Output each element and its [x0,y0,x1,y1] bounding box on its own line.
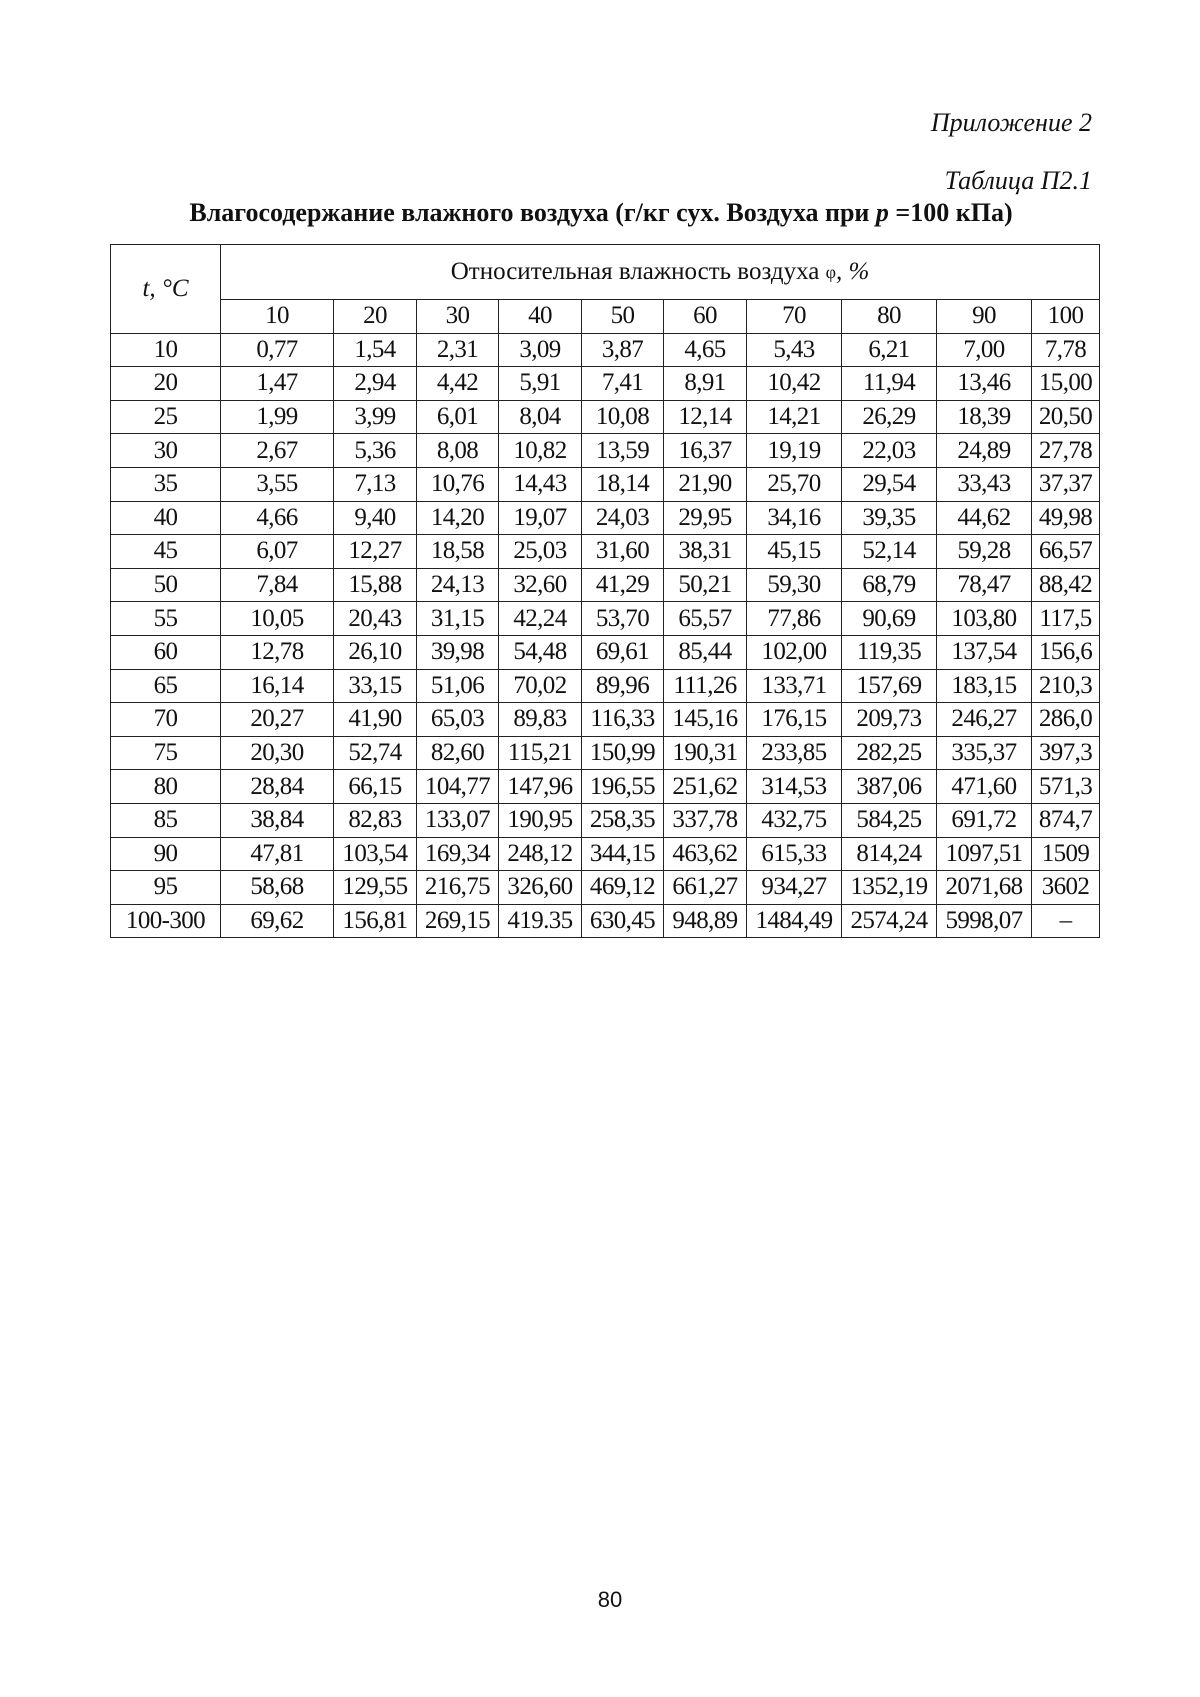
table-label: Таблица П2.1 [944,166,1092,195]
column-header: 90 [937,300,1032,334]
page-number: 80 [597,1587,623,1612]
value-cell: 2,31 [417,333,499,367]
table-row [111,434,1100,468]
table-row [111,367,1100,401]
value-cell: 471,60 [937,770,1032,804]
value-cell: 2574,24 [842,904,937,938]
value-cell: 25,03 [499,535,582,569]
value-cell: 59,28 [937,535,1032,569]
table-row [111,770,1100,804]
appendix-label: Приложение 2 [930,108,1092,137]
value-cell: 20,50 [1032,400,1100,434]
value-cell: 66,57 [1032,535,1100,569]
value-cell: 7,78 [1032,333,1100,367]
value-cell: 196,55 [582,770,664,804]
value-cell: 248,12 [499,837,582,871]
value-cell: 934,27 [747,871,842,905]
value-cell: 24,03 [582,501,664,535]
table-row [111,904,1100,938]
value-cell: 3,99 [334,400,417,434]
value-cell: 5,91 [499,367,582,401]
value-cell: 190,31 [664,736,747,770]
value-cell: 12,27 [334,535,417,569]
value-cell: 78,47 [937,568,1032,602]
value-cell: 8,91 [664,367,747,401]
value-cell: 39,35 [842,501,937,535]
value-cell: 15,00 [1032,367,1100,401]
table-row [111,602,1100,636]
value-cell: 615,33 [747,837,842,871]
value-cell: 169,34 [417,837,499,871]
temperature-cell: 30 [111,434,221,468]
value-cell: 397,3 [1032,736,1100,770]
value-cell: 45,15 [747,535,842,569]
value-cell: 88,42 [1032,568,1100,602]
column-header-row [111,300,1100,334]
temperature-header: t, °C [111,245,221,334]
value-cell: 47,81 [221,837,334,871]
value-cell: 5,43 [747,333,842,367]
value-cell: 12,78 [221,635,334,669]
value-cell: 11,94 [842,367,937,401]
value-cell: 89,83 [499,703,582,737]
value-cell: 90,69 [842,602,937,636]
value-cell: 286,0 [1032,703,1100,737]
value-cell: 65,57 [664,602,747,636]
value-cell: 33,43 [937,467,1032,501]
value-cell: 10,42 [747,367,842,401]
value-cell: 25,70 [747,467,842,501]
value-cell: 111,26 [664,669,747,703]
value-cell: 4,42 [417,367,499,401]
humidity-header-text: Относительная влажность воздуха [450,258,826,285]
value-cell: 571,3 [1032,770,1100,804]
value-cell: 18,14 [582,467,664,501]
temperature-cell: 25 [111,400,221,434]
value-cell: 156,6 [1032,635,1100,669]
value-cell: 1,47 [221,367,334,401]
value-cell: 82,60 [417,736,499,770]
value-cell: 190,95 [499,803,582,837]
table-row [111,501,1100,535]
value-cell: 19,07 [499,501,582,535]
value-cell: 14,43 [499,467,582,501]
value-cell: 16,14 [221,669,334,703]
column-header: 30 [417,300,499,334]
value-cell: 26,10 [334,635,417,669]
value-cell: 7,13 [334,467,417,501]
value-cell: 129,55 [334,871,417,905]
value-cell: 150,99 [582,736,664,770]
value-cell: 44,62 [937,501,1032,535]
value-cell: 28,84 [221,770,334,804]
value-cell: 18,58 [417,535,499,569]
value-cell: 27,78 [1032,434,1100,468]
value-cell: 68,79 [842,568,937,602]
value-cell: 29,54 [842,467,937,501]
value-cell: 59,30 [747,568,842,602]
value-cell: 50,21 [664,568,747,602]
table-row [111,871,1100,905]
table-row [111,669,1100,703]
column-header: 40 [499,300,582,334]
value-cell: 145,16 [664,703,747,737]
value-cell: 7,84 [221,568,334,602]
column-header: 20 [334,300,417,334]
temperature-cell: 40 [111,501,221,535]
value-cell: 209,73 [842,703,937,737]
value-cell: 419.35 [499,904,582,938]
value-cell: 216,75 [417,871,499,905]
temperature-cell: 90 [111,837,221,871]
table-body [111,333,1100,938]
table-row [111,803,1100,837]
value-cell: 10,82 [499,434,582,468]
table-row [111,333,1100,367]
value-cell: 69,61 [582,635,664,669]
value-cell: 24,89 [937,434,1032,468]
value-cell: 26,29 [842,400,937,434]
value-cell: 15,88 [334,568,417,602]
value-cell: 156,81 [334,904,417,938]
value-cell: 948,89 [664,904,747,938]
value-cell: 10,76 [417,467,499,501]
value-cell: 42,24 [499,602,582,636]
group-header-row [111,245,1100,300]
temperature-cell: 100-300 [111,904,221,938]
table-row [111,736,1100,770]
table-title [110,198,1092,228]
value-cell: 630,45 [582,904,664,938]
value-cell: 19,19 [747,434,842,468]
value-cell: 7,41 [582,367,664,401]
value-cell: 33,15 [334,669,417,703]
value-cell: 16,37 [664,434,747,468]
temperature-cell: 85 [111,803,221,837]
value-cell: 29,95 [664,501,747,535]
title-pressure-symbol: p [875,198,889,227]
value-cell: 314,53 [747,770,842,804]
column-header: 10 [221,300,334,334]
value-cell: 3,87 [582,333,664,367]
value-cell: 12,14 [664,400,747,434]
value-cell: 469,12 [582,871,664,905]
value-cell: 584,25 [842,803,937,837]
value-cell: 387,06 [842,770,937,804]
value-cell: 5998,07 [937,904,1032,938]
value-cell: 8,04 [499,400,582,434]
column-header: 70 [747,300,842,334]
value-cell: 874,7 [1032,803,1100,837]
temperature-cell: 65 [111,669,221,703]
value-cell: 6,21 [842,333,937,367]
value-cell: 0,77 [221,333,334,367]
temperature-cell: 55 [111,602,221,636]
value-cell: 5,36 [334,434,417,468]
phi-symbol: φ [825,262,836,282]
humidity-unit: , % [836,258,870,285]
table-row [111,837,1100,871]
title-main: Влагосодержание влажного воздуха (г/кг сух. Воздуха при [189,198,876,227]
humidity-group-header [221,245,1100,300]
value-cell: 41,29 [582,568,664,602]
value-cell: 2,67 [221,434,334,468]
value-cell: 258,35 [582,803,664,837]
value-cell: 463,62 [664,837,747,871]
value-cell: 37,37 [1032,467,1100,501]
temperature-cell: 75 [111,736,221,770]
value-cell: 69,62 [221,904,334,938]
value-cell: 54,48 [499,635,582,669]
value-cell: 52,74 [334,736,417,770]
value-cell: 133,71 [747,669,842,703]
value-cell: 58,68 [221,871,334,905]
value-cell: 183,15 [937,669,1032,703]
temperature-cell: 45 [111,535,221,569]
value-cell: 137,54 [937,635,1032,669]
value-cell: 176,15 [747,703,842,737]
value-cell: 13,46 [937,367,1032,401]
value-cell: 4,66 [221,501,334,535]
value-cell: 2071,68 [937,871,1032,905]
value-cell: 2,94 [334,367,417,401]
value-cell: 10,08 [582,400,664,434]
value-cell: 1,54 [334,333,417,367]
value-cell: 103,54 [334,837,417,871]
value-cell: 7,00 [937,333,1032,367]
value-cell: 133,07 [417,803,499,837]
value-cell: 20,27 [221,703,334,737]
value-cell: 326,60 [499,871,582,905]
value-cell: 34,16 [747,501,842,535]
value-cell: 65,03 [417,703,499,737]
value-cell: 337,78 [664,803,747,837]
value-cell: 344,15 [582,837,664,871]
temperature-cell: 70 [111,703,221,737]
value-cell: 233,85 [747,736,842,770]
value-cell: 814,24 [842,837,937,871]
value-cell: 1352,19 [842,871,937,905]
value-cell: 251,62 [664,770,747,804]
value-cell: 210,3 [1032,669,1100,703]
value-cell: 147,96 [499,770,582,804]
temperature-cell: 60 [111,635,221,669]
value-cell: 6,01 [417,400,499,434]
value-cell: 18,39 [937,400,1032,434]
value-cell: 1484,49 [747,904,842,938]
temperature-cell: 95 [111,871,221,905]
value-cell: 116,33 [582,703,664,737]
value-cell: 691,72 [937,803,1032,837]
table-row [111,535,1100,569]
value-cell: 52,14 [842,535,937,569]
table-row [111,400,1100,434]
temperature-cell: 35 [111,467,221,501]
value-cell: 3,09 [499,333,582,367]
value-cell: 3602 [1032,871,1100,905]
temperature-cell: 80 [111,770,221,804]
value-cell: 117,5 [1032,602,1100,636]
value-cell: 157,69 [842,669,937,703]
value-cell: 51,06 [417,669,499,703]
table-row [111,568,1100,602]
table-row [111,703,1100,737]
value-cell: 1097,51 [937,837,1032,871]
value-cell: 335,37 [937,736,1032,770]
value-cell: 9,40 [334,501,417,535]
value-cell: 49,98 [1032,501,1100,535]
value-cell: 3,55 [221,467,334,501]
value-cell: 13,59 [582,434,664,468]
value-cell: 39,98 [417,635,499,669]
value-cell: 53,70 [582,602,664,636]
value-cell: 14,21 [747,400,842,434]
value-cell: 115,21 [499,736,582,770]
column-header: 80 [842,300,937,334]
value-cell: 20,30 [221,736,334,770]
column-header: 100 [1032,300,1100,334]
value-cell: 31,60 [582,535,664,569]
temperature-cell: 20 [111,367,221,401]
value-cell: 14,20 [417,501,499,535]
value-cell: 38,31 [664,535,747,569]
value-cell: 21,90 [664,467,747,501]
value-cell: 20,43 [334,602,417,636]
value-cell: 38,84 [221,803,334,837]
value-cell: 1509 [1032,837,1100,871]
value-cell: 85,44 [664,635,747,669]
value-cell: 119,35 [842,635,937,669]
value-cell: 41,90 [334,703,417,737]
value-cell: 66,15 [334,770,417,804]
value-cell: 104,77 [417,770,499,804]
column-header: 50 [582,300,664,334]
value-cell: 32,60 [499,568,582,602]
humidity-table [110,244,1100,938]
value-cell: 102,00 [747,635,842,669]
value-cell: 70,02 [499,669,582,703]
value-cell: 432,75 [747,803,842,837]
value-cell: 282,25 [842,736,937,770]
value-cell: 24,13 [417,568,499,602]
temperature-cell: 10 [111,333,221,367]
value-cell: 269,15 [417,904,499,938]
temperature-cell: 50 [111,568,221,602]
value-cell: 22,03 [842,434,937,468]
value-cell: 82,83 [334,803,417,837]
column-header: 60 [664,300,747,334]
value-cell: 89,96 [582,669,664,703]
value-cell: 661,27 [664,871,747,905]
value-cell: 246,27 [937,703,1032,737]
value-cell: 8,08 [417,434,499,468]
title-rest: =100 кПа) [888,198,1013,227]
value-cell: 4,65 [664,333,747,367]
value-cell: 103,80 [937,602,1032,636]
value-cell: 10,05 [221,602,334,636]
table-row [111,635,1100,669]
value-cell: 31,15 [417,602,499,636]
value-cell: 77,86 [747,602,842,636]
table-row [111,467,1100,501]
value-cell: 6,07 [221,535,334,569]
value-cell: – [1032,904,1100,938]
value-cell: 1,99 [221,400,334,434]
